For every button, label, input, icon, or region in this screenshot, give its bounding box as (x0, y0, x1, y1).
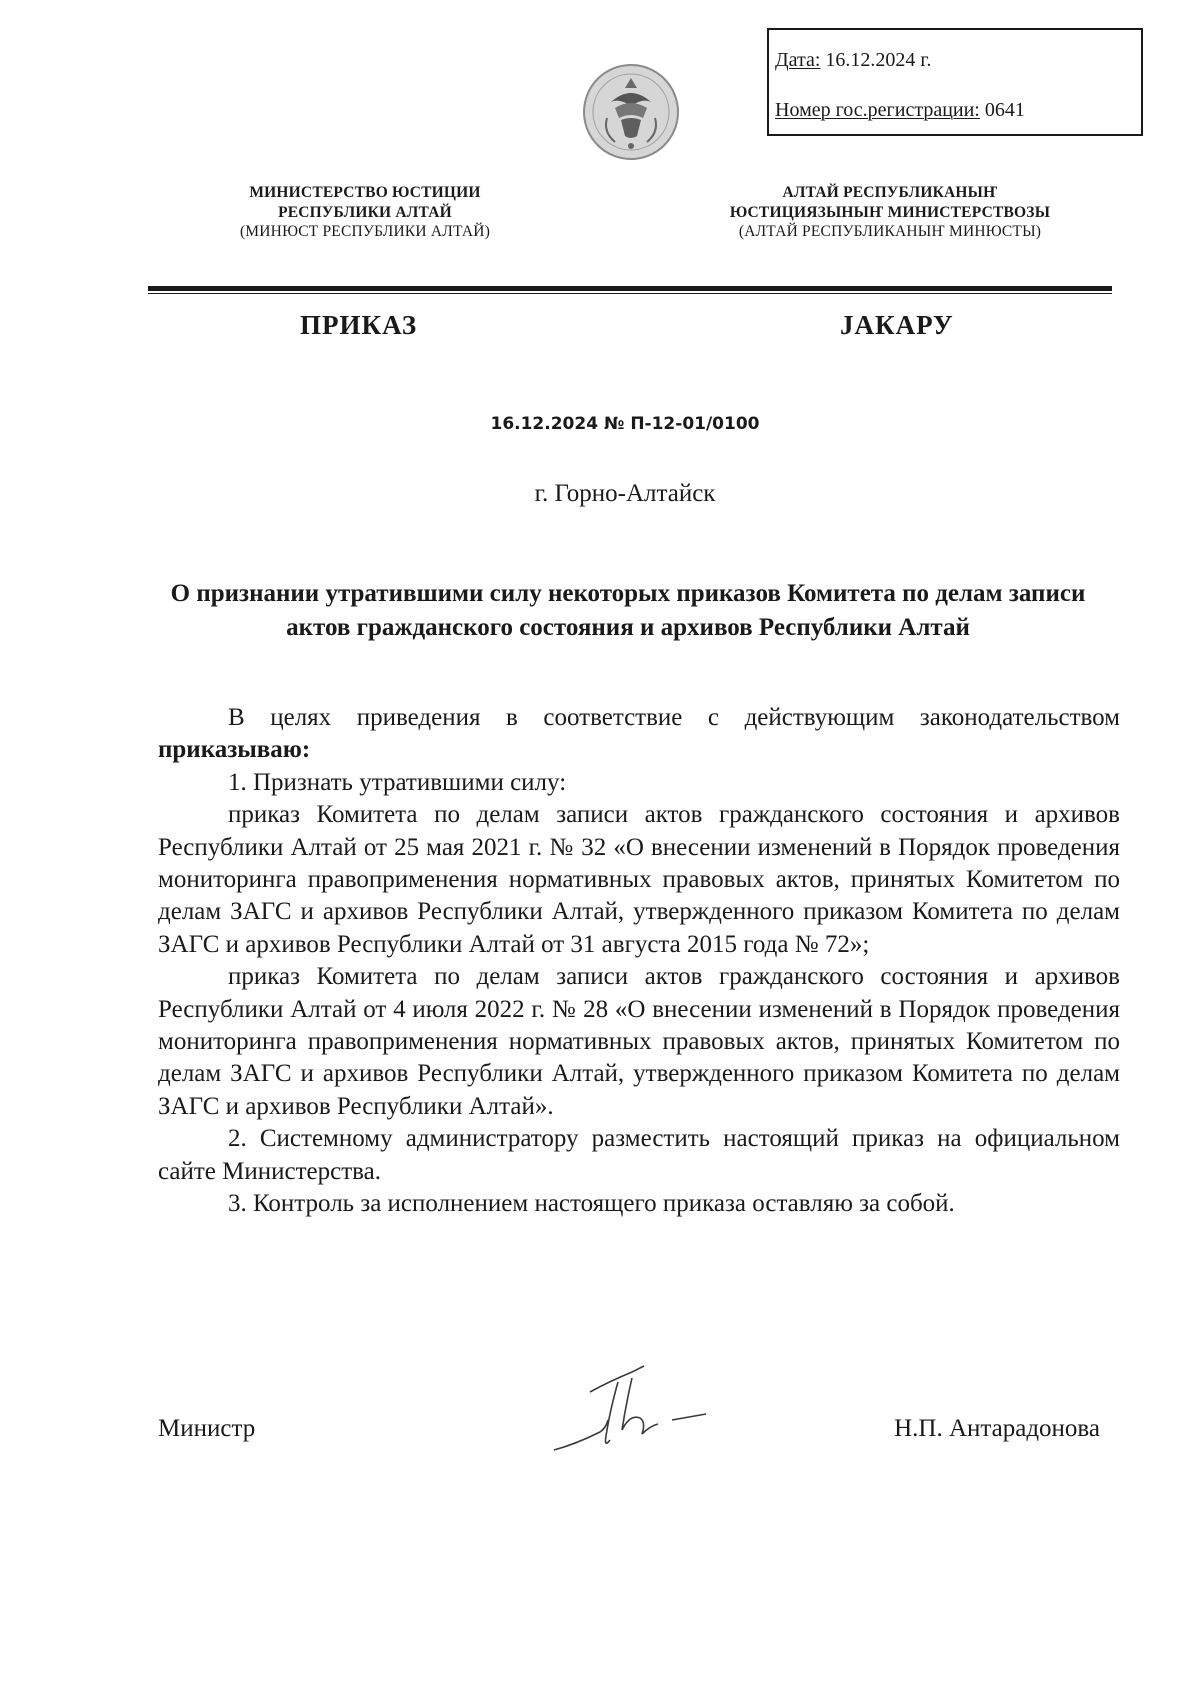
order-item-1a: приказ Комитета по делам записи актов гражданского состояния и архивов Республики Алтай от 25 мая 2021 г. № 32 «О внесении изменений в Порядок проведения мониторинга правоприменения нормативных правовых актов, принятых Комитетом по делам ЗАГС и архивов Республики Алтай, утвержденного приказом Комитета по делам ЗАГС и архивов Республики Алтай от 31 августа 2015 года № 72»; (158, 801, 1120, 958)
order-item-2: 2. Системному администратору разместить настоящий приказ на официальном сайте Министерства. (158, 1125, 1120, 1185)
signatory-name: Н.П. Антарадонова (894, 1415, 1100, 1442)
ministry-header-altai (680, 183, 1100, 242)
order-heading-altai: ЈАКАРУ (840, 310, 954, 340)
registration-date (775, 50, 1141, 70)
ministry-alt-line1: АЛТАЙ РЕСПУБЛИКАНЫҤ (782, 184, 998, 201)
registration-number (775, 100, 1141, 120)
ministry-ru-line2: РЕСПУБЛИКИ АЛТАЙ (278, 203, 452, 221)
order-title: О признании утратившими силу некоторых приказов Комитета по делам записи актов гражданского состояния и архивов Республики Алтай (170, 580, 1086, 641)
order-intro-bold: приказываю: (158, 736, 311, 764)
ministry-ru-line1: МИНИСТЕРСТВО ЮСТИЦИИ (249, 184, 481, 201)
header-rule-thick (148, 286, 1112, 291)
registration-date-value: 16.12.2024 г. (825, 49, 932, 71)
order-item-1b: приказ Комитета по делам записи актов гражданского состояния и архивов Республики Алтай от 4 июля 2022 г. № 28 «О внесении изменений в Порядок проведения мониторинга правоприменения нормативных правовых актов, принятых Комитетом по делам ЗАГС и архивов Республики Алтай, утвержденного приказом Комитета по делам ЗАГС и архивов Республики Алтай». (158, 963, 1120, 1120)
order-number: 16.12.2024 № П-12-01/0100 (490, 414, 760, 434)
header-rule-thin (148, 293, 1112, 294)
handwritten-signature-icon (548, 1358, 728, 1468)
registration-number-value: 0641 (984, 99, 1025, 121)
registration-date-label: Дата: (775, 49, 821, 71)
ministry-alt-line2: ЮСТИЦИЯЗЫНЫҤ МИНИСТЕРСТВОЗЫ (729, 203, 1051, 221)
registration-box (767, 28, 1143, 136)
order-body (158, 702, 1120, 1221)
order-heading-ru: ПРИКАЗ (300, 310, 418, 340)
republic-emblem-icon (581, 62, 681, 162)
ministry-header-ru (200, 183, 530, 242)
order-intro-text: В целях приведения в соответствие с действующим законодательством (228, 704, 1120, 731)
order-item-1: 1. Признать утратившими силу: (228, 768, 567, 796)
ministry-alt-line3: (АЛТАЙ РЕСПУБЛИКАНЫҤ МИНЮСТЫ) (738, 223, 1042, 240)
registration-number-label: Номер гос.регистрации: (775, 99, 980, 121)
order-item-3: 3. Контроль за исполнением настоящего приказа оставляю за собой. (228, 1190, 955, 1218)
ministry-ru-line3: (МИНЮСТ РЕСПУБЛИКИ АЛТАЙ) (239, 223, 491, 240)
order-intro (158, 702, 1120, 767)
order-city: г. Горно-Алтайск (534, 480, 716, 507)
signatory-title: Министр (158, 1415, 256, 1442)
